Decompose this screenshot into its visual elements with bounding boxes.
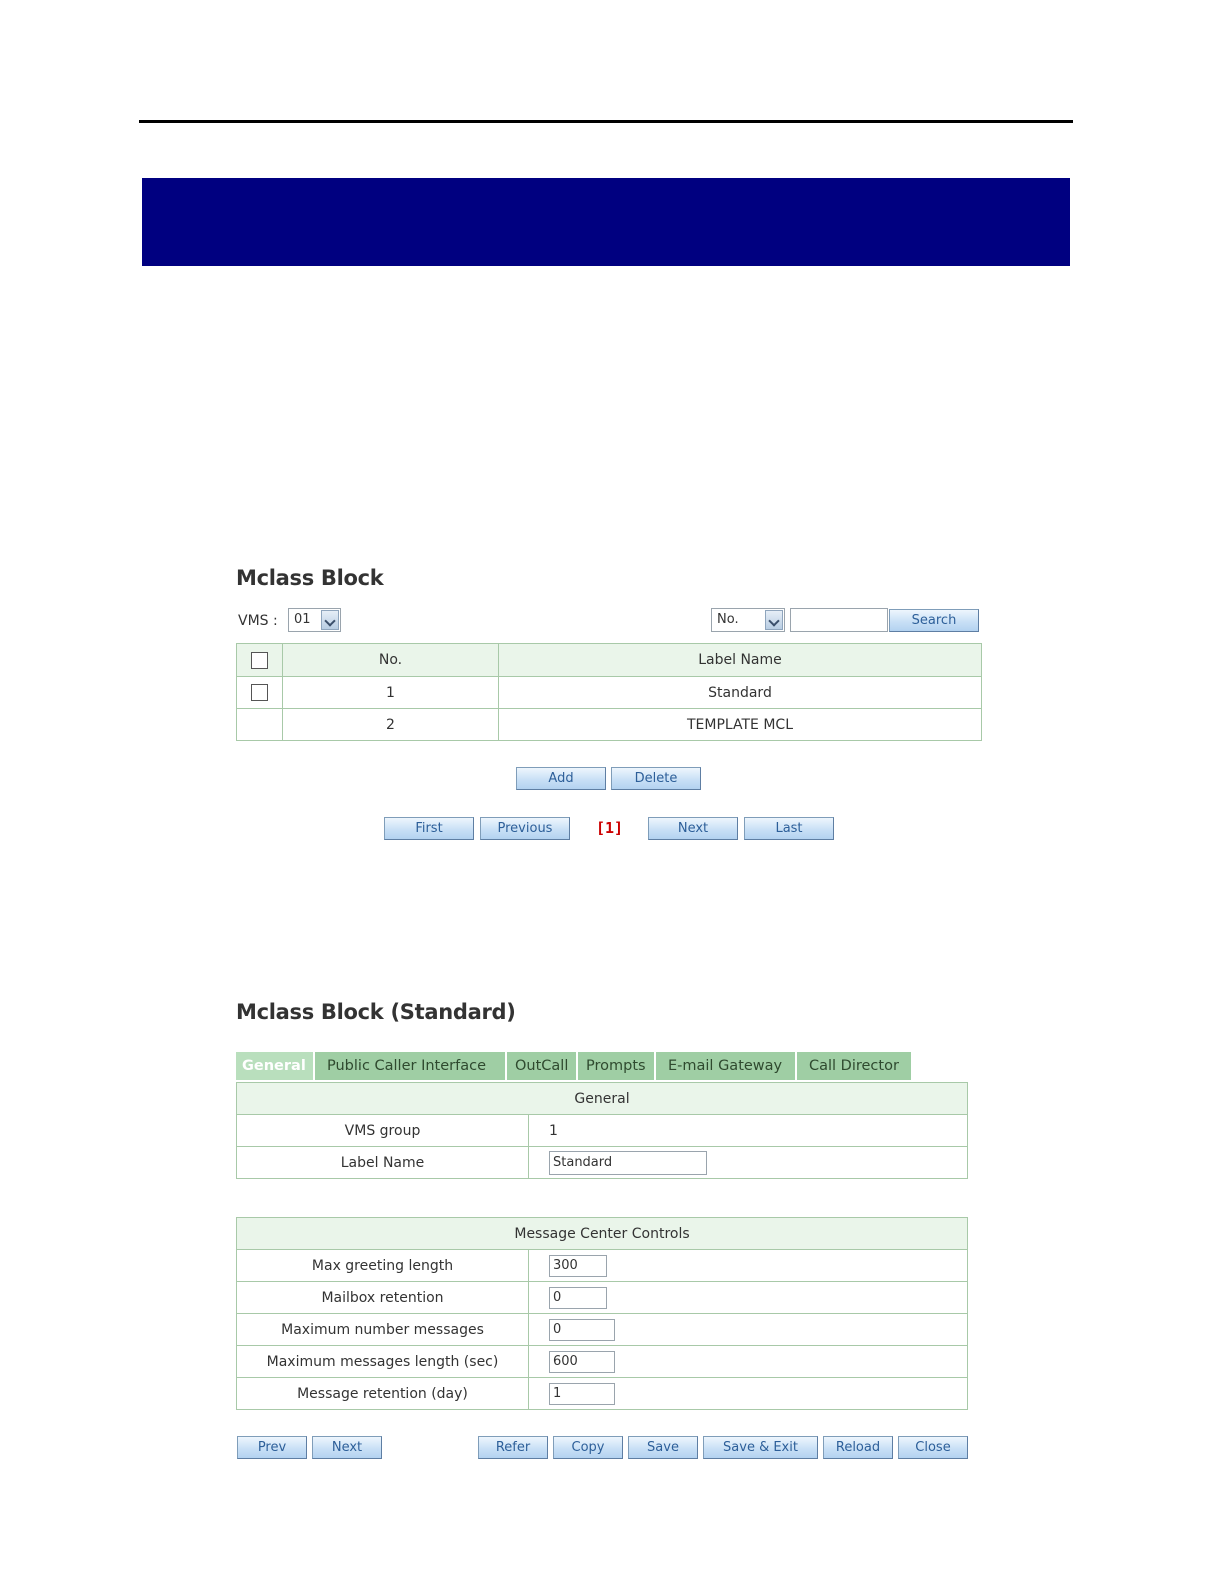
- tab-call-director[interactable]: Call Director: [797, 1052, 911, 1080]
- mailbox-retention-cell: [529, 1282, 968, 1314]
- refer-button[interactable]: Refer: [478, 1436, 548, 1459]
- general-header: General: [237, 1083, 968, 1115]
- chevron-down-icon[interactable]: [321, 610, 339, 630]
- chevron-down-icon[interactable]: [765, 610, 783, 630]
- copy-button[interactable]: Copy: [553, 1436, 623, 1459]
- table-row[interactable]: [237, 677, 982, 709]
- close-button[interactable]: Close: [898, 1436, 968, 1459]
- prev-button[interactable]: Prev: [237, 1436, 307, 1459]
- column-header-label-name: Label Name: [499, 644, 982, 677]
- message-center-header-row: [237, 1218, 968, 1250]
- maximum-messages-length-cell: [529, 1346, 968, 1378]
- search-field-value: No.: [717, 612, 739, 627]
- next-page-button[interactable]: Next: [648, 817, 738, 840]
- tab-prompts[interactable]: Prompts: [578, 1052, 654, 1080]
- maximum-number-messages-cell: [529, 1314, 968, 1346]
- previous-page-button[interactable]: Previous: [480, 817, 570, 840]
- form-row: [237, 1314, 968, 1346]
- search-button[interactable]: Search: [889, 609, 979, 632]
- list-panel-title: Mclass Block: [236, 566, 384, 590]
- tab-general[interactable]: General: [236, 1052, 313, 1080]
- mailbox-retention-label: Mailbox retention: [237, 1282, 529, 1314]
- label-name-row: [237, 1147, 968, 1179]
- maximum-number-messages-input[interactable]: 0: [549, 1319, 615, 1341]
- header-checkbox-cell: [237, 644, 283, 677]
- vms-group-value: 1: [529, 1115, 968, 1147]
- form-row: [237, 1378, 968, 1410]
- chapter-title-band: [142, 178, 1070, 266]
- first-page-button[interactable]: First: [384, 817, 474, 840]
- row-label-name[interactable]: Standard: [499, 677, 982, 709]
- row-label-name[interactable]: TEMPLATE MCL: [499, 709, 982, 741]
- row-checkbox[interactable]: [251, 684, 268, 701]
- save-button[interactable]: Save: [628, 1436, 698, 1459]
- tab-email-gateway[interactable]: E-mail Gateway: [656, 1052, 795, 1080]
- add-button[interactable]: Add: [516, 767, 606, 790]
- max-greeting-length-cell: [529, 1250, 968, 1282]
- maximum-messages-length-input[interactable]: 600: [549, 1351, 615, 1373]
- next-button[interactable]: Next: [312, 1436, 382, 1459]
- vms-label: VMS :: [238, 613, 278, 629]
- max-greeting-length-label: Max greeting length: [237, 1250, 529, 1282]
- mclass-table: [236, 643, 982, 741]
- label-name-label: Label Name: [237, 1147, 529, 1179]
- current-page-indicator: [1]: [596, 819, 624, 837]
- tab-outcall[interactable]: OutCall: [507, 1052, 576, 1080]
- vms-select-value: 01: [294, 612, 311, 627]
- maximum-messages-length-label: Maximum messages length (sec): [237, 1346, 529, 1378]
- maximum-number-messages-label: Maximum number messages: [237, 1314, 529, 1346]
- delete-button[interactable]: Delete: [611, 767, 701, 790]
- table-header-row: [237, 644, 982, 677]
- row-no: 2: [283, 709, 499, 741]
- label-name-input[interactable]: Standard: [549, 1151, 707, 1175]
- search-input[interactable]: [790, 608, 888, 632]
- general-header-row: [237, 1083, 968, 1115]
- message-retention-label: Message retention (day): [237, 1378, 529, 1410]
- vms-group-label: VMS group: [237, 1115, 529, 1147]
- message-retention-input[interactable]: 1: [549, 1383, 615, 1405]
- form-row: [237, 1282, 968, 1314]
- search-field-select[interactable]: [711, 608, 785, 632]
- column-header-no: No.: [283, 644, 499, 677]
- general-table: [236, 1082, 968, 1179]
- label-name-cell: [529, 1147, 968, 1179]
- reload-button[interactable]: Reload: [823, 1436, 893, 1459]
- vms-group-row: [237, 1115, 968, 1147]
- vms-select[interactable]: [288, 608, 341, 632]
- message-center-table: [236, 1217, 968, 1410]
- form-row: [237, 1250, 968, 1282]
- max-greeting-length-input[interactable]: 300: [549, 1255, 607, 1277]
- detail-tabs: [236, 1052, 913, 1080]
- tab-public-caller-interface[interactable]: Public Caller Interface: [315, 1052, 505, 1080]
- form-row: [237, 1346, 968, 1378]
- last-page-button[interactable]: Last: [744, 817, 834, 840]
- row-no: 1: [283, 677, 499, 709]
- message-retention-cell: [529, 1378, 968, 1410]
- row-checkbox-cell: [237, 709, 283, 741]
- mailbox-retention-input[interactable]: 0: [549, 1287, 607, 1309]
- table-row[interactable]: [237, 709, 982, 741]
- row-checkbox-cell: [237, 677, 283, 709]
- detail-panel-title: Mclass Block (Standard): [236, 1000, 516, 1024]
- save-exit-button[interactable]: Save & Exit: [703, 1436, 818, 1459]
- select-all-checkbox[interactable]: [251, 652, 268, 669]
- page-header-rule: [139, 120, 1073, 123]
- message-center-header: Message Center Controls: [237, 1218, 968, 1250]
